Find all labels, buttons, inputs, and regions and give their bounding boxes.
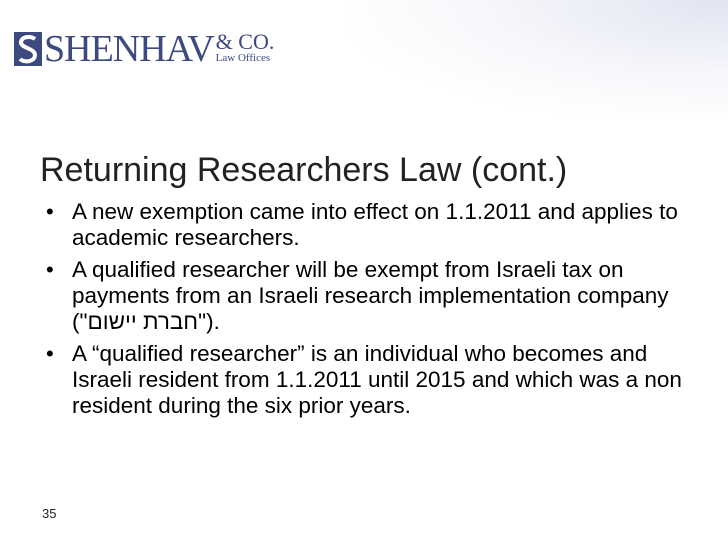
slide-title: Returning Researchers Law (cont.) bbox=[40, 151, 568, 189]
bullet-list bbox=[40, 199, 710, 425]
bullet-item bbox=[40, 257, 710, 335]
bullet-item bbox=[40, 199, 710, 251]
page-number: 35 bbox=[42, 506, 57, 521]
bullet-text: A qualified researcher will be exempt from Israeli tax on payments from an Israeli research implementation company ("חברת יישום"). bbox=[72, 257, 669, 334]
logo-wordmark: SHENHAV bbox=[44, 28, 214, 70]
logo-law-offices-text: Law Offices bbox=[215, 52, 271, 64]
bullet-icon: • bbox=[46, 257, 54, 282]
bullet-icon: • bbox=[46, 199, 54, 224]
logo-suffix bbox=[215, 29, 275, 64]
bullet-icon: • bbox=[46, 341, 54, 366]
bullet-text: A “qualified researcher” is an individual who becomes and Israeli resident from 1.1.2011 until 2015 and which was a non resident during the six prior years. bbox=[72, 341, 682, 418]
bullet-text: A new exemption came into effect on 1.1.2011 and applies to academic researchers. bbox=[72, 199, 678, 250]
logo-co-text: & CO. bbox=[215, 29, 275, 54]
logo-s-mark-icon bbox=[14, 32, 42, 66]
company-logo bbox=[14, 22, 275, 70]
header-gradient-decoration bbox=[348, 0, 728, 120]
bullet-item bbox=[40, 341, 710, 419]
